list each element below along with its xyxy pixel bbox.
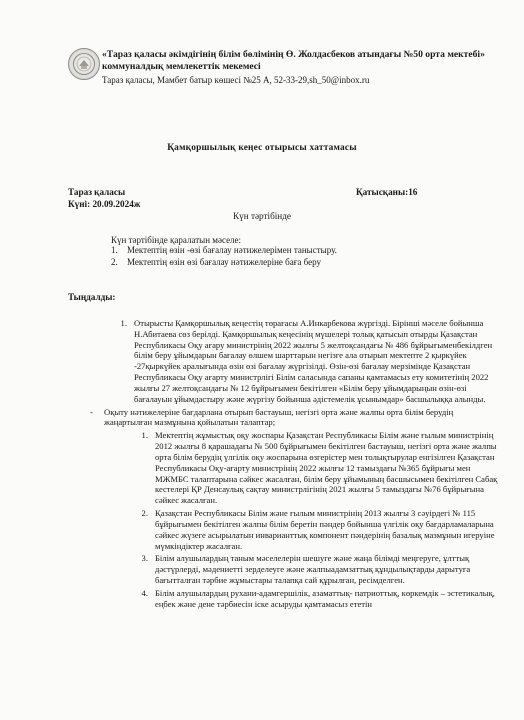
- school-emblem-icon: [68, 48, 100, 80]
- minutes-item-text: Отырысты Қамқоршылық кеңестің төрағасы А.Инкарбекова жүргізді. Бірінші мәселе бойынша Н.Абитаева сөз берілді. Қамқоршылық кеңесінің мүшелері толық қатысып отырды Қазақстан Республикасы Оқу ағару министрінің 2022 жылғы 5 желтоқсандағы № 486 бұйрығыменбекілдген білім беру ұйымдарын бағалау өлшем шарттарын негізге ала отырып мектепте 2 қыркүйек -27қыркүйек аралығында өзін өзі бағалау жүргізілді. Өзін-өзі бағалау мерзімінде Қазақстан Республикасы Оқу ағарту министрлігі Білім саласында сапаны қамтамасыз ету комитетінің 2022 жылғы 27 желтоқсандағы № 12 бұйрығымен бекітілген «Білім беру ұйымдарыңын өзін-өзі бағалауын ұйымдастыру және жүргізу бойынша әдістемелік ұсынымдар» басшылыққа алынды.: [134, 318, 493, 404]
- agenda-item-text: Мектептің өзін -өзі бағалау нәтижелерімен таныстыру.: [127, 245, 337, 255]
- sub-item: [133, 430, 499, 506]
- sub-item-number: 4.: [141, 587, 148, 598]
- agenda-intro: Күн тәртібінде қаралатын мәселе:: [111, 235, 242, 245]
- agenda-list: [111, 245, 491, 269]
- requirements-text: Оқыту нәтижелеріне бағдарлана отырып бастауыш, негізгі орта және жалпы орта білім берудің жаңартылған мазмұнына қойылатын талаптар;: [104, 406, 454, 428]
- attendance-count: Қатысқаны:16: [356, 187, 418, 197]
- meeting-city: Тараз қаласы: [68, 187, 126, 197]
- sub-item-number: 2.: [141, 508, 148, 519]
- minutes-item: [104, 318, 499, 405]
- organization-address: Тараз қаласы, Мамбет батыр көшесі №25 А, 52-33-29,sh_50@inbox.ru: [102, 75, 370, 85]
- heard-label: Тыңдалды:: [68, 292, 116, 302]
- document-title: Қамқоршылық кеңес отырысы хаттамасы: [167, 143, 357, 153]
- sub-item-number: 3.: [141, 553, 148, 564]
- emblem-graphic: [72, 52, 96, 76]
- minutes-body: [90, 318, 499, 612]
- sub-item-text: Білім алушылардың таным мәселелерін шешуге және жаңа білімді меңгеруге, ұлттық дәстүрлерді, мәдениетті зерделеуге және жалпыадамзаттық құндылықтарды дарытуға бағытталған тәрбие жұмыстары талапқа сай құрылған, ресімделген.: [155, 553, 471, 586]
- agenda-item-number: 2.: [111, 256, 118, 267]
- agenda-item-number: 1.: [111, 245, 118, 255]
- sub-item-text: Қазақстан Республикасы Білім және ғылым министрінің 2013 жылғы 3 сәуірдегі № 115 бұйрығымен бекітілген жалпы білім беретін пәндер бойынша үлгілік оқу бағдарламаларына сәйкес жүзеге асырылатын инварианттық компонент пәндерінің базалық мазмұнын игеруіне мүмкіндіктер жасалған.: [155, 508, 495, 551]
- minutes-item-number: 1.: [120, 318, 127, 328]
- requirements-sublist: [133, 430, 499, 609]
- sub-item: [133, 588, 499, 610]
- requirements-bullet: [90, 407, 499, 429]
- agenda-item: [111, 245, 491, 256]
- sub-item-text: Білім алушылардың рухани-адамгершілік, азаматтық- патриоттық, көркемдік – эстетикалық, еңбек және дене тәрбиесін іске асыруды қамтамасыз ететін: [155, 587, 495, 609]
- meeting-date: Күні: 20.09.2024ж: [68, 199, 141, 209]
- sub-item-number: 1.: [141, 430, 148, 441]
- bullet-dash: -: [90, 406, 93, 417]
- sub-item: [133, 508, 499, 551]
- organization-name: «Тараз қаласы әкімдігінің білім бөлімінің Ө. Жолдасбеков атындағы №50 орта мектебі» коммуналдық мемлекеттік мекемесі: [102, 49, 485, 73]
- sub-item-text: Мектептің жұмыстық оқу жоспары Қазақстан Республикасы Білім және ғылым министрінің 2012 жылғы 8 қарашадағы № 500 бұйрығымен бекітілген бастауыш, негізгі орта және жалпы орта білім берудің үлгілік оқу жоспарына өзгерістер мен толықтырулар енгізілген Қазақстан Республикасы Оқу-ағарту министрінің 2022 жылғы 12 тамыздағы №365 бұйрығы мен МЖМБС талаптарына сәйкес жасалған, білім беру ұйымының басшысымен бекітілген Сабақ кестелері ҚР Денсаулық сақтау министрлігінің 2021 жылғы 5 тамыздағы №76 бұйрығына сәйкес жасалған.: [155, 430, 498, 506]
- sub-item: [133, 553, 499, 585]
- agenda-item-text: Мектептің өзін өзі бағалау нәтижелеріне баға беру: [127, 256, 321, 267]
- agenda-title: Күн тәртібінде: [233, 211, 291, 221]
- agenda-item: [111, 257, 491, 268]
